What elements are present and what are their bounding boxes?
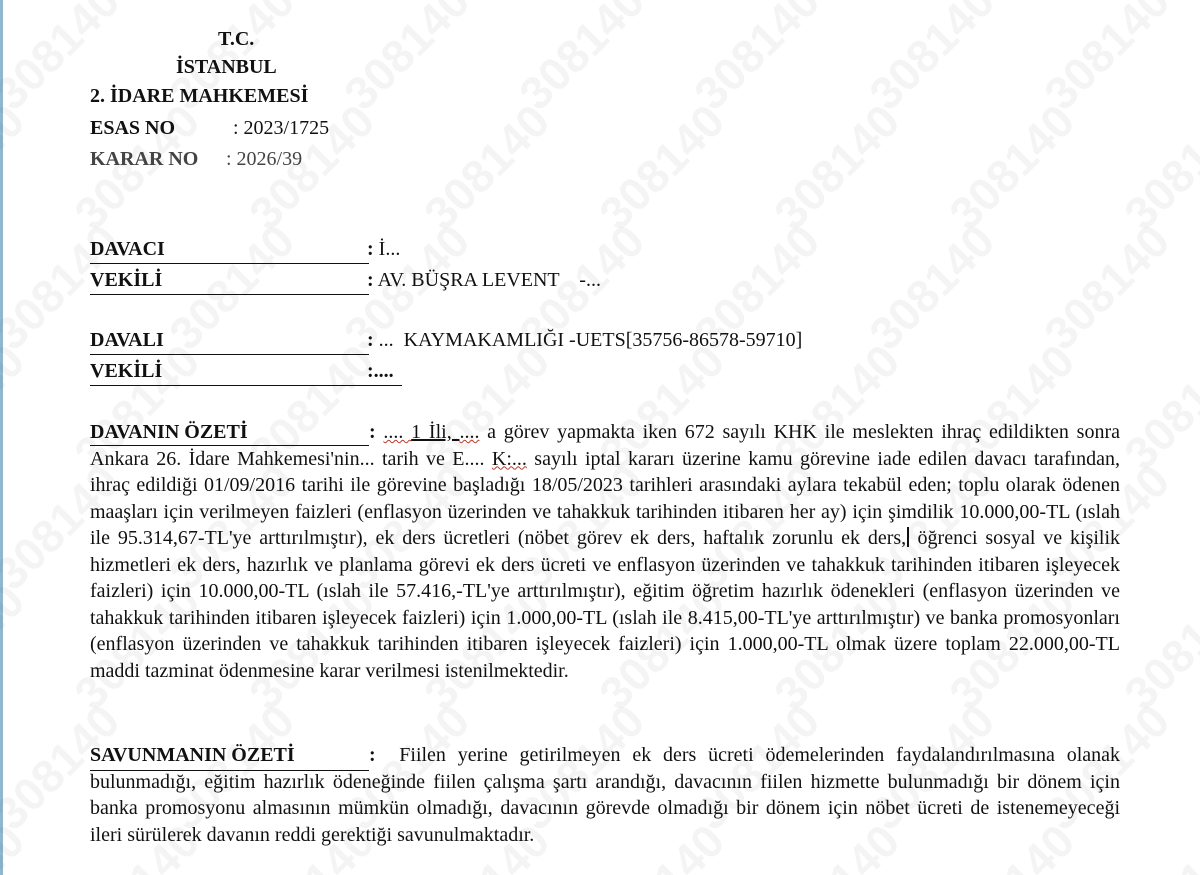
davaci-vekili-label: VEKİLİ	[90, 268, 369, 295]
davali-value: : ... KAYMAKAMLIĞI -UETS[35756-86578-59710]	[367, 329, 803, 351]
davaci-label: DAVACI	[90, 237, 369, 264]
savunmanin-ozeti-label: SAVUNMANIN ÖZETİ	[90, 743, 369, 771]
header-city: İSTANBUL	[176, 56, 277, 78]
esas-no-value: : 2023/1725	[233, 117, 330, 139]
davali-vekili-label: VEKİLİ	[90, 359, 402, 386]
davaci-value: : İ...	[367, 238, 401, 260]
header-tc: T.C.	[218, 28, 255, 50]
davanin-ozeti-label: DAVANIN ÖZETİ	[90, 420, 369, 446]
davali-vekili-value: :....	[367, 360, 394, 382]
davanin-ozeti-text: : .... 1 İli, .... a görev yapmakta iken 672 sayılı KHK ile meslekten ihraç edildikten sonra Ankara 26. İdare Mahkemesi'nin... tarih ve E.... K:... sayılı iptal kararı üzerine kamu görevine iade edilen davacı tarafından, ihraç edildiği 01/09/2016 tarihi ile görevine başladığı 18/05/2023 tarihleri arasındaki aylara tekabül eden; toplu olarak ödenen maaşları için verilmeyen faizleri (enflasyon üzerinden ve tahakkuk tarihinden itibaren her ay) için şimdilik 10.000,00-TL (ıslah ile 95.314,67-TL'ye arttırılmıştır), ek ders ücretleri (nöbet görev ek ders, haftalık zorunlu ek ders, öğrenci sosyal ve kişilik hizmetleri ek ders, hazırlık ve planlama görevi ek ders ücreti ve enflasyon üzerinden ve tahakkuk tarihinden itibaren işleyecek faizleri) için 10.000,00-TL (ıslah ile 57.416,-TL'ye arttırılmıştır), eğitim öğretim hazırlık ödenekleri (enflasyon üzerinden ve tahakkuk tarihinden itibaren işleyecek faizleri) için 1.000,00-TL (ıslah ile 8.415,00-TL'ye arttırılmıştır) ve banka promosyonları (enflasyon üzerinden ve tahakkuk tarihinden itibaren işleyecek faizleri) için 1.000,00-TL olmak üzere toplam 22.000,00-TL maddi tazminat ödenmesine karar verilmesi istenilmektedir.	[90, 421, 1120, 682]
text-cursor	[907, 527, 909, 547]
header-court: 2. İDARE MAHKEMESİ	[90, 85, 309, 107]
davaci-vekili-value: : AV. BÜŞRA LEVENT -...	[367, 269, 601, 291]
savunmanin-ozeti-text: : Fiilen yerine getirilmeyen ek ders ücreti ödemelerinden faydalandırılmasına olanak bulunmadığı, eğitim hazırlık ödeneğinde fiilen çalışma şartı arandığı, davacının fiilen hizmette bulunmadığı bir dönem için banka promosyonu almasının mümkün olmadığı, davacının görevde olmadığı bir dönem için nöbet ücreti de istenemeyeceği ileri sürülerek davanın reddi gerektiği savunulmaktadır.	[90, 744, 1121, 846]
karar-no-label: KARAR NO	[90, 148, 199, 170]
esas-no-label: ESAS NO	[90, 117, 176, 139]
davali-label: DAVALI	[90, 328, 369, 355]
karar-no-value: : 2026/39	[226, 148, 303, 170]
